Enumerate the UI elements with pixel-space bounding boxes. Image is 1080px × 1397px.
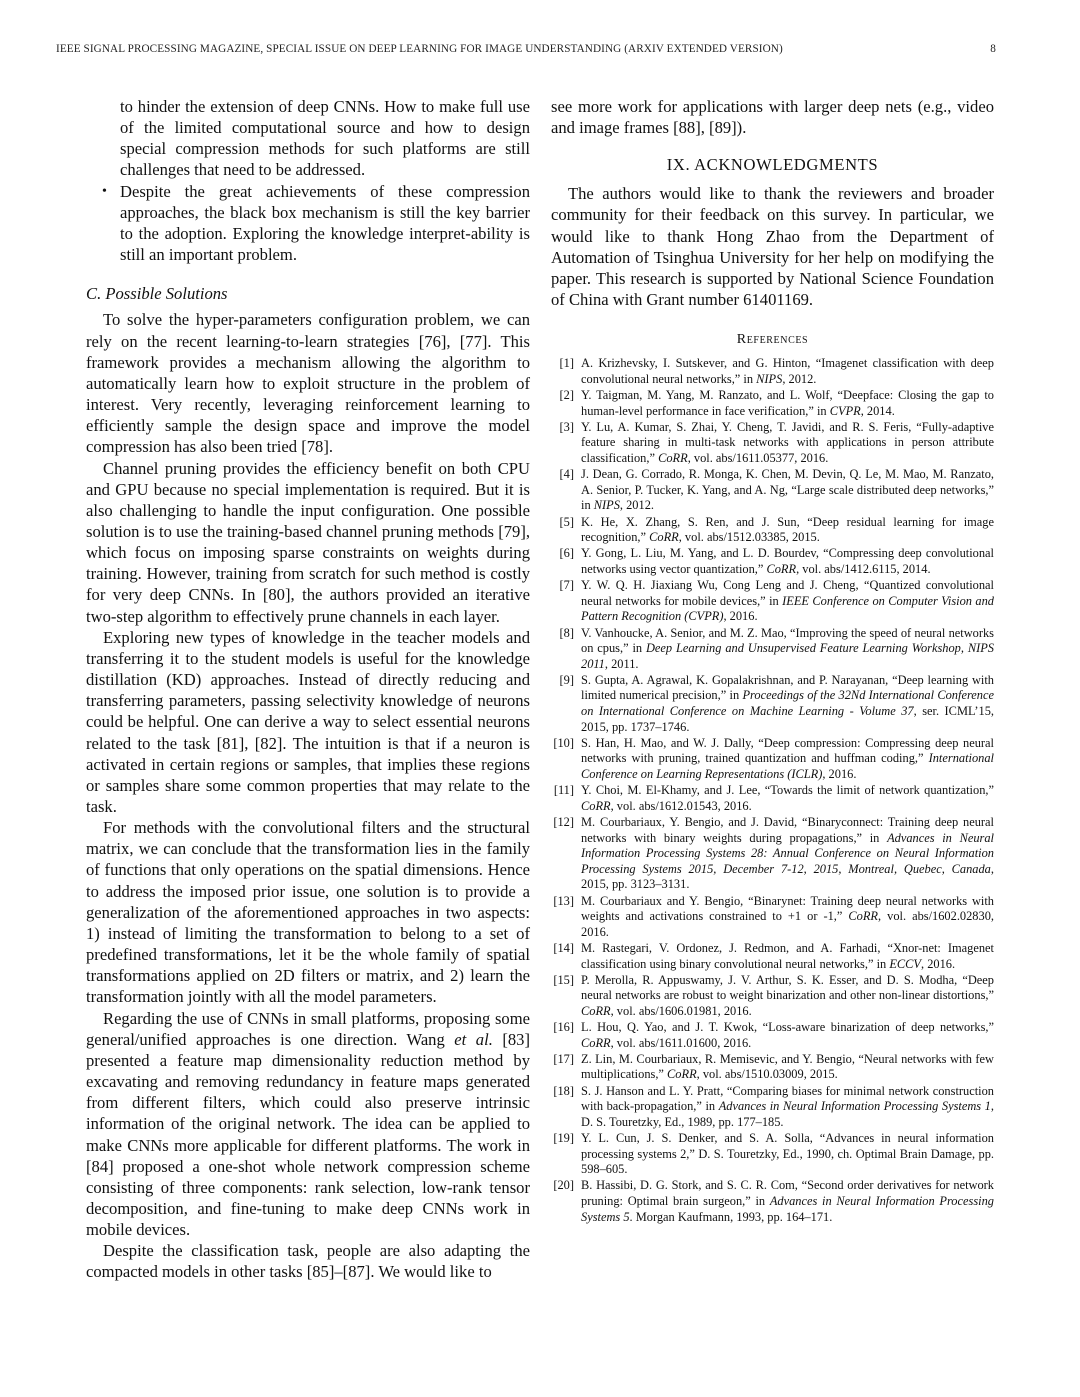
reference-authors-title: Y. Lu, A. Kumar, S. Zhai, Y. Cheng, T. Javidi, and R. S. Feris, “Fully-adaptive feature sharing in multi-task networks with applications in person attribute classification,” — [581, 419, 994, 465]
reference-number: [20] — [553, 1178, 574, 1193]
reference-details: , vol. abs/1611.01600, 2016. — [610, 1035, 752, 1050]
reference-text — [581, 467, 994, 514]
reference-list — [551, 356, 994, 1225]
reference-venue: Deep Learning and Unsupervised Feature Learning Workshop, NIPS 2011 — [581, 641, 994, 671]
reference-details: , vol. abs/1611.05377, 2016. — [687, 451, 829, 465]
reference-item — [551, 626, 994, 673]
page-number: 8 — [990, 43, 996, 55]
reference-text — [581, 783, 994, 814]
reference-details: , 2012. — [619, 498, 654, 513]
reference-details: , ser. ICML’15, 2015, pp. 1737–1746. — [581, 704, 995, 734]
paragraph: To solve the hyper-parameters configuration problem, we can rely on the recent learning-to-learn strategies [76], [77]. This framework provides a mechanism allowing the algorithm to automatically learn how to exploit structure in the problem of interest. Very recently, leveraging reinforcement learning to efficiently sample the design space and improve the model compression has also been tried [78]. — [86, 310, 530, 457]
bullet1-continuation: to hinder the extension of deep CNNs. How to make full use of the limited computational source and how to design special compression methods for such platforms are still challenges that need to be addressed. — [120, 97, 530, 180]
reference-venue: IEEE Conference on Computer Vision and Pattern Recognition (CVPR) — [581, 593, 994, 624]
reference-details: , D. S. Touretzky, Ed., 1989, pp. 177–185. — [581, 1099, 994, 1129]
reference-number: [4] — [559, 467, 574, 482]
reference-number: [19] — [553, 1131, 574, 1146]
reference-item — [551, 420, 994, 467]
reference-number: [13] — [553, 893, 574, 908]
reference-number: [6] — [559, 546, 574, 561]
reference-number: [5] — [559, 514, 574, 529]
reference-details: , vol. abs/1606.01981, 2016. — [610, 1003, 752, 1018]
reference-number: [3] — [559, 419, 574, 434]
reference-venue: Advances in Neural Information Processing Systems 5 — [581, 1194, 994, 1224]
section-title: IX. ACKNOWLEDGMENTS — [666, 155, 879, 175]
bullet-item — [86, 181, 530, 266]
reference-text — [581, 1020, 994, 1051]
reference-item — [551, 1020, 994, 1051]
reference-number: [16] — [553, 1020, 574, 1035]
reference-venue: Proceedings of the 32Nd International Conference on International Conference on Machine Learning - Volume 37 — [581, 688, 994, 719]
reference-authors-title: M. Courbariaux and Y. Bengio, “Binarynet: Training deep neural networks with weights and activations constrained to +1 or -1,” — [581, 893, 994, 924]
reference-item — [551, 1052, 994, 1083]
challenge-bullets — [86, 96, 530, 265]
paragraph-text: [83] presented a feature map dimensionality reduction method by excavating and removing redundancy in feature maps generated from different filters, which could also preserve intrinsic information of the original network. The idea can be applied to make CNNs more applicable for different platforms. The work in [84] proposed a one-shot whole network compression scheme consisting of three components: rank selection, low-rank tensor decomposition, and fine-tuning to make deep CNNs work in mobile devices. — [86, 1029, 531, 1240]
reference-text — [581, 815, 994, 893]
reference-venue: CoRR — [766, 561, 797, 576]
paragraph — [86, 1008, 530, 1241]
reference-authors-title: M. Courbariaux, Y. Bengio, and J. David, “Binaryconnect: Training deep neural networks with binary weights during propagations,” in — [581, 815, 994, 845]
reference-authors-title: S. Han, H. Mao, and W. J. Dally, “Deep compression: Compressing deep neural networks with pruning, trained quantization and huffman coding,” — [581, 735, 994, 766]
reference-details: , 2016. — [822, 767, 857, 782]
reference-details: , 2014. — [860, 403, 895, 418]
reference-authors-title: P. Merolla, R. Appuswamy, J. V. Arthur, S. K. Esser, and D. S. Modha, “Deep neural networks are robust to weight binarization and other non-linear distortions,” — [581, 972, 994, 1003]
reference-number: [11] — [553, 783, 574, 798]
reference-item — [551, 356, 994, 387]
reference-item — [551, 894, 994, 941]
reference-text — [581, 388, 994, 419]
reference-item — [551, 941, 994, 972]
reference-authors-title: V. Vanhoucke, A. Senior, and M. Z. Mao, “Improving the speed of neural networks on cpus,” in — [581, 625, 994, 656]
reference-venue: CVPR — [829, 403, 861, 418]
reference-venue: Advances in Neural Information Processing Systems 28: Annual Conference on Neural Information Processing Systems 2015, December 7-12, 2015, Montreal, Quebec, Canada — [581, 830, 994, 876]
reference-venue: CoRR — [581, 1003, 611, 1018]
reference-details: , vol. abs/1602.02830, 2016. — [581, 909, 994, 939]
journal-title: IEEE SIGNAL PROCESSING MAGAZINE, SPECIAL ISSUE ON DEEP LEARNING FOR IMAGE UNDERSTANDING (ARXIV EXTENDED VERSION) — [56, 43, 783, 55]
italic-text: et al. — [454, 1029, 493, 1049]
reference-number: [18] — [553, 1083, 574, 1098]
reference-authors-title: Y. Choi, M. El-Khamy, and J. Lee, “Towards the limit of network quantization,” — [581, 783, 994, 798]
paragraph-continuation: see more work for applications with larger deep nets (e.g., video and image frames [88], [89]). — [551, 97, 994, 138]
paragraph-text: Regarding the use of CNNs in small platforms, proposing some general/unified approaches is one direction. Wang — [86, 1008, 530, 1049]
reference-item — [551, 673, 994, 735]
reference-authors-title: Y. Taigman, M. Yang, M. Ranzato, and L. Wolf, “Deepface: Closing the gap to human-level performance in face verification,” in — [581, 388, 994, 418]
reference-text — [581, 941, 994, 972]
reference-text — [581, 1084, 994, 1131]
reference-venue: CoRR — [581, 1035, 611, 1050]
reference-authors-title: Y. W. Q. H. Jiaxiang Wu, Cong Leng and J. Cheng, “Quantized convolutional neural networks for mobile devices,” in — [581, 578, 994, 608]
reference-authors-title: K. He, X. Zhang, S. Ren, and J. Sun, “Deep residual learning for image recognition,” — [581, 514, 994, 545]
reference-authors-title: Y. L. Cun, J. S. Denker, and S. A. Solla, “Advances in neural information processing systems 2,” D. S. Touretzky, Ed., 1990, ch. Optimal Brain Damage, pp. 598–605. — [581, 1131, 994, 1177]
bullet2-text: Despite the great achievements of these compression approaches, the black box mechanism is still the key barrier to the adoption. Exploring the knowledge interpret-ability is still an important problem. — [120, 181, 530, 265]
reference-details: . Morgan Kaufmann, 1993, pp. 164–171. — [629, 1209, 833, 1224]
reference-item — [551, 1178, 994, 1225]
reference-details: , 2012. — [782, 371, 817, 386]
reference-venue: CoRR — [649, 530, 679, 545]
reference-number: [7] — [559, 578, 574, 593]
reference-number: [15] — [553, 972, 574, 987]
reference-authors-title: S. Gupta, A. Agrawal, K. Gopalakrishnan, and P. Narayanan, “Deep learning with limited numerical precision,” in — [581, 672, 994, 703]
reference-authors-title: M. Rastegari, V. Ordonez, J. Redmon, and A. Farhadi, “Xnor-net: Imagenet classification using binary convolutional neural networks,” in — [581, 940, 994, 971]
reference-text — [581, 673, 994, 735]
reference-authors-title: A. Krizhevsky, I. Sutskever, and G. Hinton, “Imagenet classification with deep convolutional neural networks,” in — [581, 356, 994, 386]
reference-venue: ECCV — [889, 956, 921, 971]
reference-venue: CoRR — [667, 1067, 697, 1082]
reference-venue: Advances in Neural Information Processing Systems 1 — [718, 1099, 991, 1114]
reference-item — [551, 815, 994, 893]
reference-item — [551, 736, 994, 783]
reference-number: [2] — [559, 388, 574, 403]
reference-text — [581, 736, 994, 783]
references-title: References — [736, 332, 809, 348]
reference-venue: CoRR — [581, 798, 611, 813]
reference-text — [581, 626, 994, 673]
reference-item — [551, 467, 994, 514]
reference-number: [1] — [559, 356, 574, 371]
reference-details: , 2011. — [604, 656, 639, 671]
paragraph: Exploring new types of knowledge in the teacher models and transferring it to the student models is useful for the knowledge distillation (KD) approaches. Instead of directly reducing and transferring parameters, passing selectivity knowledge of neurons could be helpful. One can derive a way to select essential neurons related to the task [81], [82]. The intuition is that if a neuron is activated in certain regions or samples, that implies these regions or samples share some common properties that may relate to the task. — [86, 627, 530, 816]
subsection-title: C. Possible Solutions — [86, 284, 228, 304]
reference-authors-title: L. Hou, Q. Yao, and J. T. Kwok, “Loss-aware binarization of deep networks,” — [581, 1020, 994, 1035]
reference-text — [581, 1131, 994, 1178]
reference-item — [551, 783, 994, 814]
reference-item — [551, 973, 994, 1020]
reference-authors-title: B. Hassibi, D. G. Stork, and S. C. R. Com, “Second order derivatives for network pruning: Optimal brain surgeon,” in — [581, 1178, 994, 1208]
reference-text — [581, 420, 994, 467]
left-column — [86, 96, 530, 1283]
reference-text — [581, 1052, 994, 1083]
reference-details: , 2016. — [723, 609, 758, 624]
reference-text — [581, 1178, 994, 1225]
reference-details: , 2015, pp. 3123–3131. — [581, 861, 994, 892]
reference-item — [551, 388, 994, 419]
reference-venue: CoRR — [848, 909, 879, 924]
reference-authors-title: J. Dean, G. Corrado, R. Monga, K. Chen, M. Devin, Q. Le, M. Mao, M. Ranzato, A. Senior, P. Tucker, K. Yang, and A. Ng, “Large scale distributed deep networks,” in — [581, 467, 994, 513]
paragraph: For methods with the convolutional filters and the structural matrix, we can conclude that the transformation lies in the family of functions that only operations on the spatial dimensions. Hence to address the imposed prior issue, one solution is to provide a generalization of the aforementioned approaches in two aspects: 1) instead of limiting the transformation to belong to a set of predefined transformations, let it be the whole family of spatial transformations applied on 2D filters or matrix, and 2) learn the transformation jointly with all the model parameters. — [86, 818, 530, 1007]
reference-details: , 2016. — [921, 956, 956, 971]
reference-details: , vol. abs/1512.03385, 2015. — [678, 530, 820, 545]
reference-venue: International Conference on Learning Representations (ICLR) — [581, 751, 994, 782]
reference-details: , vol. abs/1510.03009, 2015. — [696, 1067, 838, 1082]
reference-item — [551, 546, 994, 577]
reference-item — [551, 1084, 994, 1131]
reference-number: [9] — [559, 672, 574, 687]
reference-item — [551, 578, 994, 625]
reference-text — [581, 356, 994, 387]
reference-authors-title: S. J. Hanson and L. Y. Pratt, “Comparing biases for minimal network construction with back-propagation,” in — [581, 1083, 994, 1114]
acknowledgments-text: The authors would like to thank the reviewers and broader community for their feedback on this survey. In particular, we would like to thank Hong Zhao from the Department of Automation of Tsinghua University for her help on modifying the paper. This research is supported by National Science Foundation of China with Grant number 61401169. — [551, 184, 994, 310]
paragraph: Despite the classification task, people are also adapting the compacted models in other tasks [85]–[87]. We would like to — [86, 1241, 530, 1282]
reference-item — [551, 1131, 994, 1178]
reference-venue: CoRR — [658, 451, 688, 465]
reference-number: [10] — [553, 735, 574, 750]
reference-number: [8] — [559, 625, 574, 640]
reference-text — [581, 973, 994, 1020]
reference-authors-title: Y. Gong, L. Liu, M. Yang, and L. D. Bourdev, “Compressing deep convolutional networks using vector quantization,” — [581, 546, 994, 576]
reference-venue: NIPS — [593, 498, 620, 513]
reference-item — [551, 515, 994, 546]
reference-details: , vol. abs/1612.01543, 2016. — [610, 798, 752, 813]
paragraph: Channel pruning provides the efficiency benefit on both CPU and GPU because no special implementation is required. But it is also challenging to handle the input configuration. One possible solution is to use the training-based channel pruning methods [79], which focus on imposing sparse constraints on weights during training. However, training from scratch for such method is costly for very deep CNNs. In [80], the authors provided an iterative two-step algorithm to effectively prune channels in each layer. — [86, 458, 530, 626]
reference-venue: NIPS — [756, 371, 783, 386]
bullet-item — [86, 96, 530, 181]
reference-text — [581, 578, 994, 625]
reference-number: [14] — [553, 940, 574, 955]
bullet-icon: • — [102, 183, 107, 199]
reference-text — [581, 515, 994, 546]
reference-number: [12] — [553, 815, 574, 829]
reference-details: , vol. abs/1412.6115, 2014. — [796, 561, 931, 576]
reference-number: [17] — [553, 1051, 574, 1066]
reference-authors-title: Z. Lin, M. Courbariaux, R. Memisevic, and Y. Bengio, “Neural networks with few multiplications,” — [581, 1051, 994, 1082]
right-column — [551, 96, 994, 1226]
reference-text — [581, 546, 994, 577]
reference-text — [581, 894, 994, 941]
